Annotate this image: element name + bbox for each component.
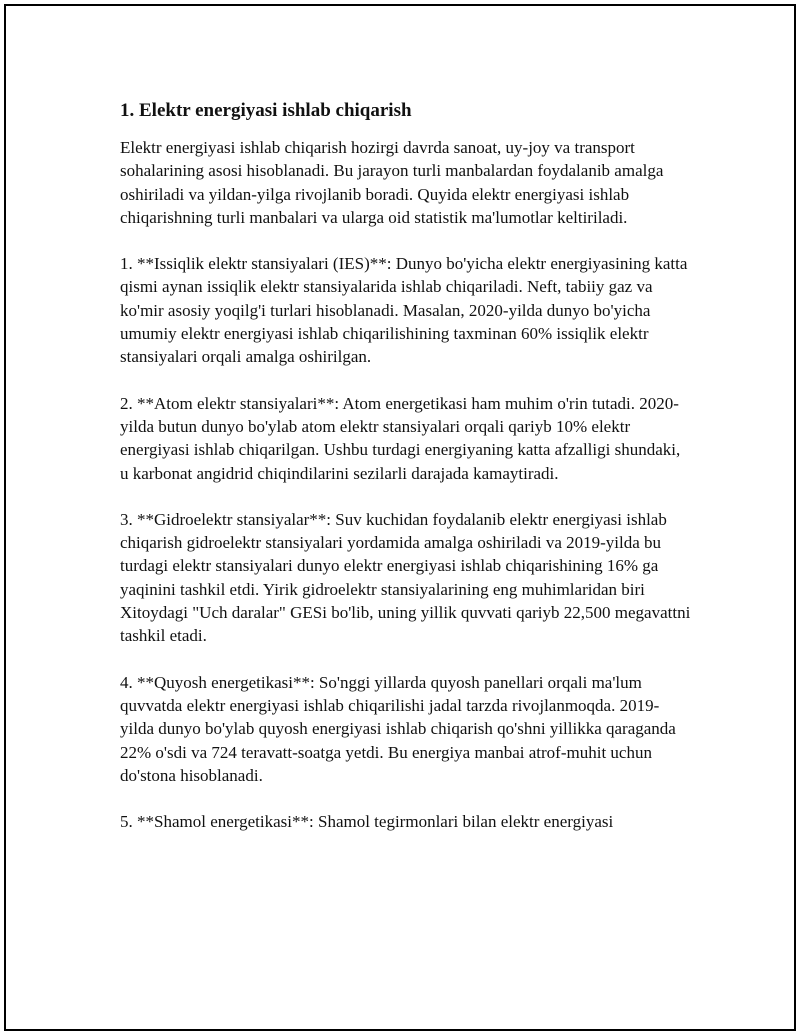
paragraph-thermal-plants: 1. **Issiqlik elektr stansiyalari (IES)**: Dunyo bo'yicha elektr energiyasining katta qismi aynan issiqlik elektr stansiyalarida ishlab chiqariladi. Neft, tabiiy gaz va ko'mir asosiy yoqilg'i turlari hisoblanadi. Masalan, 2020-yilda dunyo bo'yicha umumiy elektr energiyasi ishlab chiqarilishining taxminan 60% issiqlik elektr stansiyalari orqali amalga oshirilgan. [120, 254, 688, 367]
intro-paragraph: Elektr energiyasi ishlab chiqarish hozirgi davrda sanoat, uy-joy va transport sohalarining asosi hisoblanadi. Bu jarayon turli manbalardan foydalanib amalga oshiriladi va yildan-yilga rivojlanib boradi. Quyida elektr energiyasi ishlab chiqarishning turli manbalari va ularga oid statistik ma'lumotlar keltiriladi. [120, 138, 664, 227]
paragraph-wind-energy: 5. **Shamol energetikasi**: Shamol tegirmonlari bilan elektr energiyasi [120, 812, 614, 832]
paragraph-hydro-plants: 3. **Gidroelektr stansiyalar**: Suv kuchidan foydalanib elektr energiyasi ishlab chiqarish gidroelektr stansiyalari yordamida amalga oshiriladi va 2019-yilda bu turdagi elektr stansiyalari dunyo elektr energiyasi ishlab chiqarishining 16% ga yaqinini tashkil etdi. Yirik gidroelektr stansiyalarining eng muhimlaridan biri Xitoydagi "Uch daralar" GESi bo'lib, uning yillik quvvati qariyb 22,500 megavattni tashkil etadi. [120, 509, 691, 646]
paragraph-solar-energy: 4. **Quyosh energetikasi**: So'nggi yillarda quyosh panellari orqali ma'lum quvvatda elektr energiyasi ishlab chiqarilishi jadal tarzda rivojlanmoqda. 2019-yilda dunyo bo'ylab quyosh energiyasi ishlab chiqarish qo'shni yillikka qaraganda 22% o'sdi va 724 teravatt-soatga yetdi. Bu energiya manbai atrof-muhit uchun do'stona hisoblanadi. [120, 672, 676, 785]
document-body [120, 98, 692, 856]
paragraph-nuclear-plants: 2. **Atom elektr stansiyalari**: Atom energetikasi ham muhim o'rin tutadi. 2020-yilda butun dunyo bo'ylab atom elektr stansiyalari orqali qariyb 10% elektr energiyasi ishlab chiqarilgan. Ushbu turdagi energiyaning katta afzalligi shundaki, u karbonat angidrid chiqindilarini sezilarli darajada kamaytiradi. [120, 393, 681, 483]
page-title: 1. Elektr energiyasi ishlab chiqarish [120, 100, 412, 121]
page-frame [4, 4, 796, 1031]
